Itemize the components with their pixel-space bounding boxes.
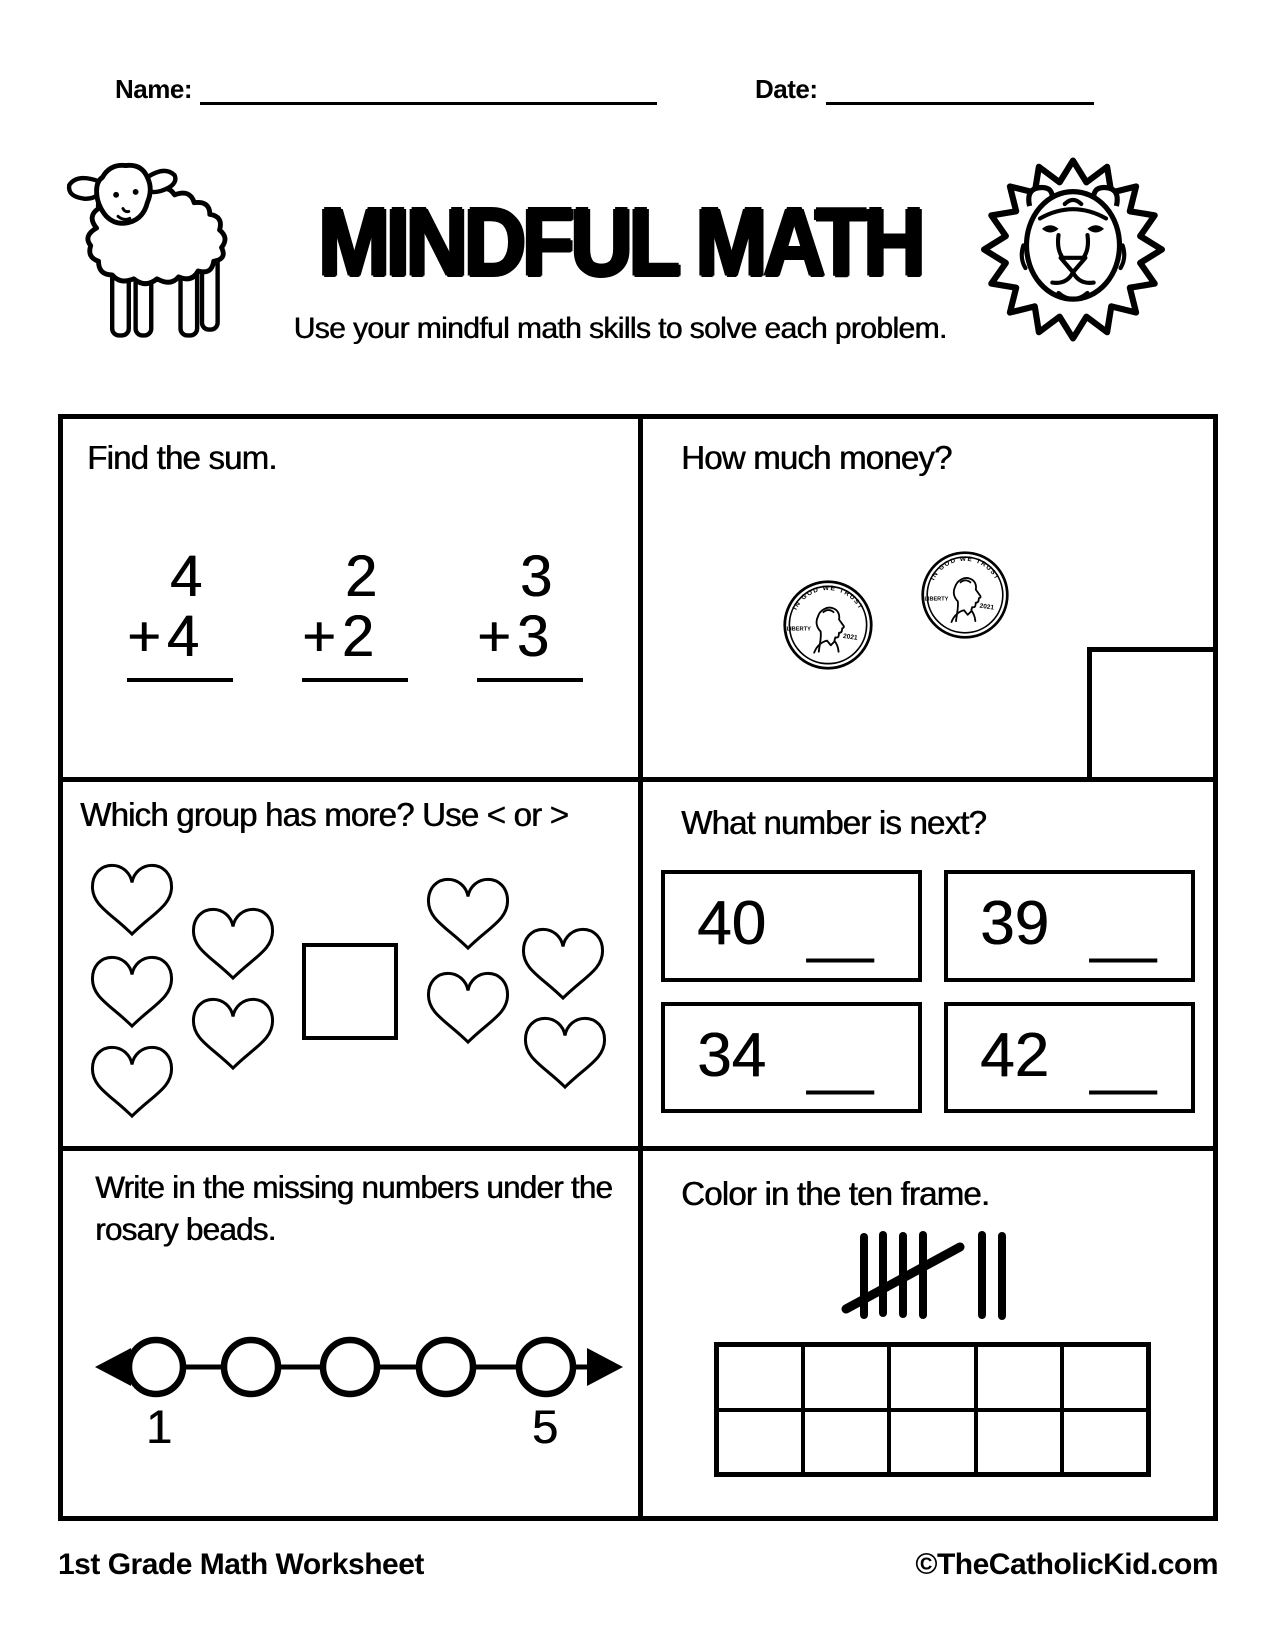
addition-problem[interactable]: [302, 544, 408, 682]
rosary-prompt: Write in the missing numbers under the rosary beads.: [95, 1169, 613, 1247]
ten-frame-cell[interactable]: [805, 1347, 887, 1408]
bead-label-start: 1: [145, 1400, 173, 1453]
plus-sign: +: [127, 604, 161, 670]
answer-blank[interactable]: __: [1090, 895, 1153, 964]
penny-liberty: LIBERTY: [924, 596, 949, 603]
heart-icon: [520, 922, 606, 1002]
rosary-bead: [519, 1340, 573, 1394]
heart-icon: [190, 902, 276, 982]
rosary-bead: [224, 1340, 278, 1394]
heart-icon: [89, 950, 175, 1030]
cell-rosary-numbers: [63, 1151, 643, 1516]
addend-bottom: 2: [341, 604, 374, 670]
ten-frame-cell[interactable]: [719, 1412, 801, 1473]
addend-bottom: 3: [516, 604, 549, 670]
heart-icon: [522, 1011, 608, 1091]
heart-icon: [89, 858, 175, 938]
sequence-number: 39: [980, 889, 1049, 958]
addition-problem[interactable]: [127, 544, 233, 682]
heart-icon: [190, 992, 276, 1072]
comparison-answer-box[interactable]: [302, 943, 398, 1040]
compare-prompt: Which group has more? Use < or >: [80, 796, 568, 833]
addend-top: 2: [344, 544, 378, 609]
date-label: Date:: [755, 74, 818, 104]
sequence-number: 42: [980, 1021, 1049, 1090]
name-field-row: [115, 74, 657, 105]
ten-frame-grid: [714, 1342, 1151, 1477]
sequence-number: 34: [697, 1021, 766, 1090]
date-field-row: [755, 74, 1094, 105]
sequence-number: 40: [697, 889, 766, 958]
penny-motto: IN GOD WE TRUST: [791, 584, 865, 612]
answer-blank[interactable]: __: [807, 895, 870, 964]
answer-blank[interactable]: __: [807, 1027, 870, 1096]
cell-money: [643, 419, 1213, 782]
left-arrow-icon: [95, 1348, 131, 1386]
page-subtitle: Use your mindful math skills to solve each problem.: [293, 312, 947, 345]
money-answer-box[interactable]: [1087, 647, 1218, 782]
next-number-prompt: What number is next?: [681, 804, 986, 841]
addend-bottom: 4: [166, 604, 199, 670]
cell-find-sum: [63, 419, 643, 782]
ten-frame-cell[interactable]: [1064, 1347, 1146, 1408]
bead-label-end: 5: [531, 1400, 559, 1453]
rosary-bead: [419, 1340, 473, 1394]
penny-motto: IN GOD WE TRUST: [929, 555, 1001, 582]
heart-icon: [425, 966, 511, 1046]
cell-next-number: [643, 782, 1213, 1151]
next-number-box: [944, 1002, 1195, 1113]
name-label: Name:: [115, 74, 192, 104]
rosary-bead: [129, 1340, 183, 1394]
ten-frame-cell[interactable]: [719, 1347, 801, 1408]
next-number-box: [944, 870, 1195, 982]
penny-icon: [782, 579, 874, 671]
cell-compare-groups: [63, 782, 643, 1151]
ten-frame-cell[interactable]: [891, 1412, 973, 1473]
ten-frame-cell[interactable]: [891, 1347, 973, 1408]
ten-frame-cell[interactable]: [978, 1347, 1060, 1408]
penny-year: 2021: [979, 602, 995, 612]
money-prompt: How much money?: [681, 439, 952, 476]
rosary-bead: [323, 1340, 377, 1394]
ten-frame-cell[interactable]: [805, 1412, 887, 1473]
footer-worksheet-label: 1st Grade Math Worksheet: [58, 1548, 424, 1581]
ten-frame-prompt: Color in the ten frame.: [681, 1175, 990, 1212]
addition-problems: [127, 544, 583, 682]
find-sum-prompt: Find the sum.: [87, 439, 277, 476]
heart-icon: [89, 1040, 175, 1120]
ten-frame-cell[interactable]: [978, 1412, 1060, 1473]
penny-year: 2021: [842, 632, 858, 642]
date-input-line[interactable]: [826, 78, 1094, 105]
problem-grid: [58, 414, 1218, 1521]
right-arrow-icon: [587, 1348, 623, 1386]
penny-icon: [920, 550, 1010, 640]
heart-icon: [425, 872, 511, 952]
name-input-line[interactable]: [200, 78, 657, 105]
page-title: MINDFUL MATH: [318, 189, 922, 297]
next-number-box: [661, 1002, 922, 1113]
next-number-box: [661, 870, 922, 982]
tally-marks-seven: [840, 1223, 1015, 1327]
plus-sign: +: [477, 604, 511, 670]
footer-copyright: ©TheCatholicKid.com: [915, 1548, 1218, 1581]
addend-top: 4: [169, 544, 203, 609]
answer-blank[interactable]: __: [1090, 1027, 1153, 1096]
addend-top: 3: [519, 544, 553, 609]
plus-sign: +: [302, 604, 336, 670]
cell-ten-frame: [643, 1151, 1213, 1516]
addition-problem[interactable]: [477, 544, 583, 682]
penny-liberty: LIBERTY: [786, 626, 811, 633]
ten-frame-cell[interactable]: [1064, 1412, 1146, 1473]
